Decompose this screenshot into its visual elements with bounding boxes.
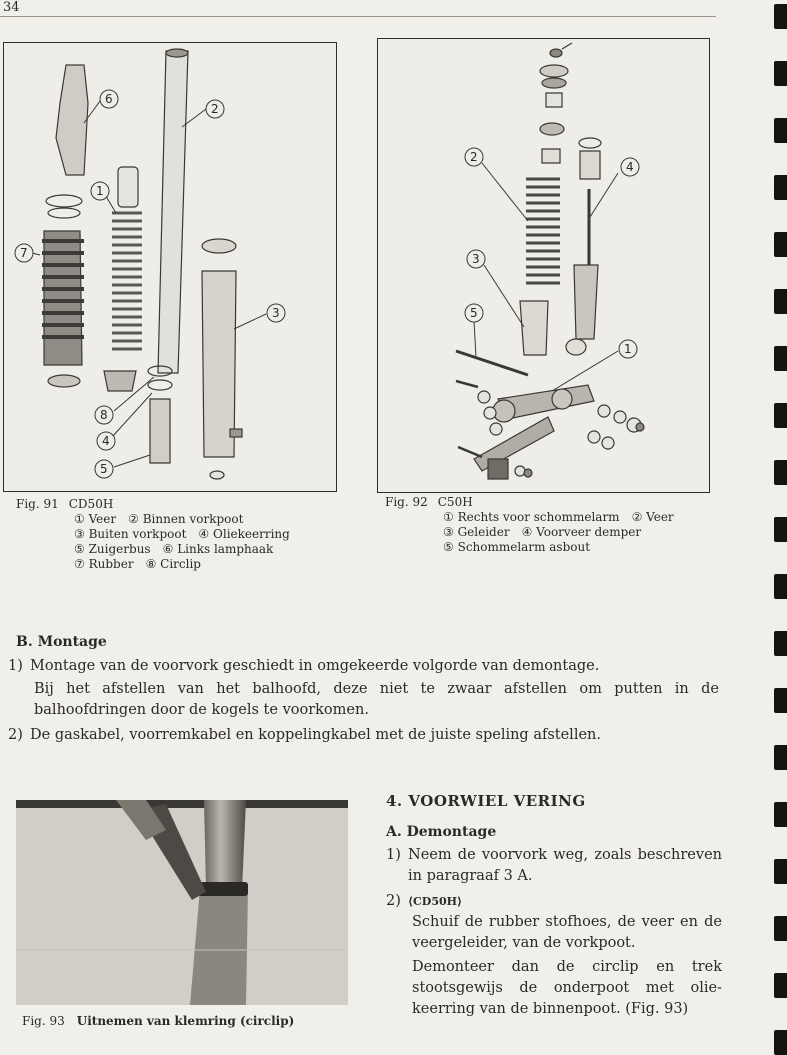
fig-label: Fig. 91 (16, 497, 59, 511)
front-damper-part (574, 265, 598, 339)
callout-3 (467, 250, 485, 268)
spring-part (112, 213, 142, 349)
figure-91-caption: Fig. 91 CD50H ① Veer ② Binnen vorkpoot ③ Buiten vorkpoot ④ Oliekeerring ⑤ Zuigerbus ⑥ Links lamphaak ⑦ Rubber ⑧ Circlip (16, 497, 290, 571)
binding-hole (774, 61, 787, 86)
callout-4 (97, 432, 115, 450)
step-text-2: Demonteer dan de circlip en trek stootsgewijs de onderpoot met olie-keerring van de binnenpoot. (412, 959, 722, 1017)
figure-92-caption: Fig. 92 C50H ① Rechts voor schommelarm ② Veer ③ Geleider ④ Voorveer demper ⑤ Schommelarm asbout (385, 495, 674, 554)
binding-hole (774, 631, 787, 656)
callout-6 (100, 90, 118, 108)
binding-hole (774, 517, 787, 542)
callout-5 (95, 460, 113, 478)
svg-text:1: 1 (96, 184, 104, 198)
section-4a-heading: A. Demontage (386, 824, 497, 840)
callout-8 (95, 406, 113, 424)
svg-text:2: 2 (470, 150, 478, 164)
callout-2 (465, 148, 483, 166)
svg-text:5: 5 (470, 306, 478, 320)
binding-hole (774, 118, 787, 143)
svg-text:5: 5 (100, 462, 108, 476)
binding-hole (774, 4, 787, 29)
figure-91-exploded-front-fork (3, 42, 337, 492)
inner-tube-part (158, 51, 188, 373)
binding-hole (774, 1030, 787, 1055)
page-number: 34 (3, 0, 20, 15)
section-4-heading: 4. VOORWIEL VERING (386, 792, 586, 810)
rubber-boot-part (42, 231, 84, 365)
svg-text:2: 2 (211, 102, 219, 116)
binding-hole (774, 460, 787, 485)
svg-text:4: 4 (102, 434, 110, 448)
svg-text:4: 4 (626, 160, 634, 174)
step-text-1: Schuif de rubber stofhoes, de veer en de veergeleider, van de vorkpoot. (412, 914, 722, 951)
montage-item-1-note: Bij het afstellen van het balhoofd, deze niet te zwaar afstellen om putten in de balhoofdringen door de kogels te voorkomen. (34, 681, 719, 718)
demontage-item-1: 1) Neem de voorvork weg, zoals beschreven in paragraaf 3 A. (386, 847, 722, 884)
lamp-bracket-part (56, 65, 88, 175)
figure-93-caption: Fig. 93 Uitnemen van klemring (circlip) (22, 1014, 295, 1028)
svg-text:3: 3 (272, 306, 280, 320)
demontage-item-2: 2) ⟨CD50H⟩ Schuif de rubber stofhoes, de veer en de veergeleider, van de vorkpoot. Demonteer dan de circlip en trek stootsgewijs de onderpoot met olie-keerring van de binnenpoot. (Fig. 93) (386, 893, 722, 1017)
binding-holes (771, 0, 787, 1032)
binding-hole (774, 232, 787, 257)
binding-hole (774, 175, 787, 200)
figure-92-front-suspension (377, 38, 710, 493)
montage-item-2: 2) De gaskabel, voorremkabel en koppelingkabel met de juiste speling afstellen. (8, 727, 601, 743)
callout-3 (267, 304, 285, 322)
binding-hole (774, 859, 787, 884)
callout-1 (91, 182, 109, 200)
callout-1 (619, 340, 637, 358)
figure-93-photo (16, 800, 348, 1005)
fork-tube (204, 800, 246, 890)
svg-text:7: 7 (20, 246, 28, 260)
fig-model: CD50H (68, 497, 114, 511)
svg-text:6: 6 (105, 92, 113, 106)
model-tag: ⟨CD50H⟩ (408, 895, 463, 908)
binding-hole (774, 346, 787, 371)
svg-text:3: 3 (472, 252, 480, 266)
fig-model: C50H (437, 495, 473, 509)
binding-hole (774, 688, 787, 713)
svg-text:8: 8 (100, 408, 108, 422)
figure-reference: (Fig. 93) (625, 1001, 689, 1017)
spring-guide-part (520, 301, 548, 355)
section-b-heading: B. Montage (16, 634, 107, 650)
montage-item-1: 1) Montage van de voorvork geschiedt in omgekeerde volgorde van demontage. (8, 658, 600, 674)
binding-hole (774, 289, 787, 314)
callout-4 (621, 158, 639, 176)
binding-hole (774, 916, 787, 941)
binding-hole (774, 574, 787, 599)
binding-hole (774, 745, 787, 770)
damper-spring-part (526, 179, 560, 283)
binding-hole (774, 973, 787, 998)
header-rule (0, 16, 716, 17)
binding-hole (774, 403, 787, 428)
callout-5 (465, 304, 483, 322)
svg-text:1: 1 (624, 342, 632, 356)
binding-hole (774, 802, 787, 827)
callout-2 (206, 100, 224, 118)
callout-7 (15, 244, 33, 262)
fig-label: Fig. 92 (385, 495, 428, 509)
